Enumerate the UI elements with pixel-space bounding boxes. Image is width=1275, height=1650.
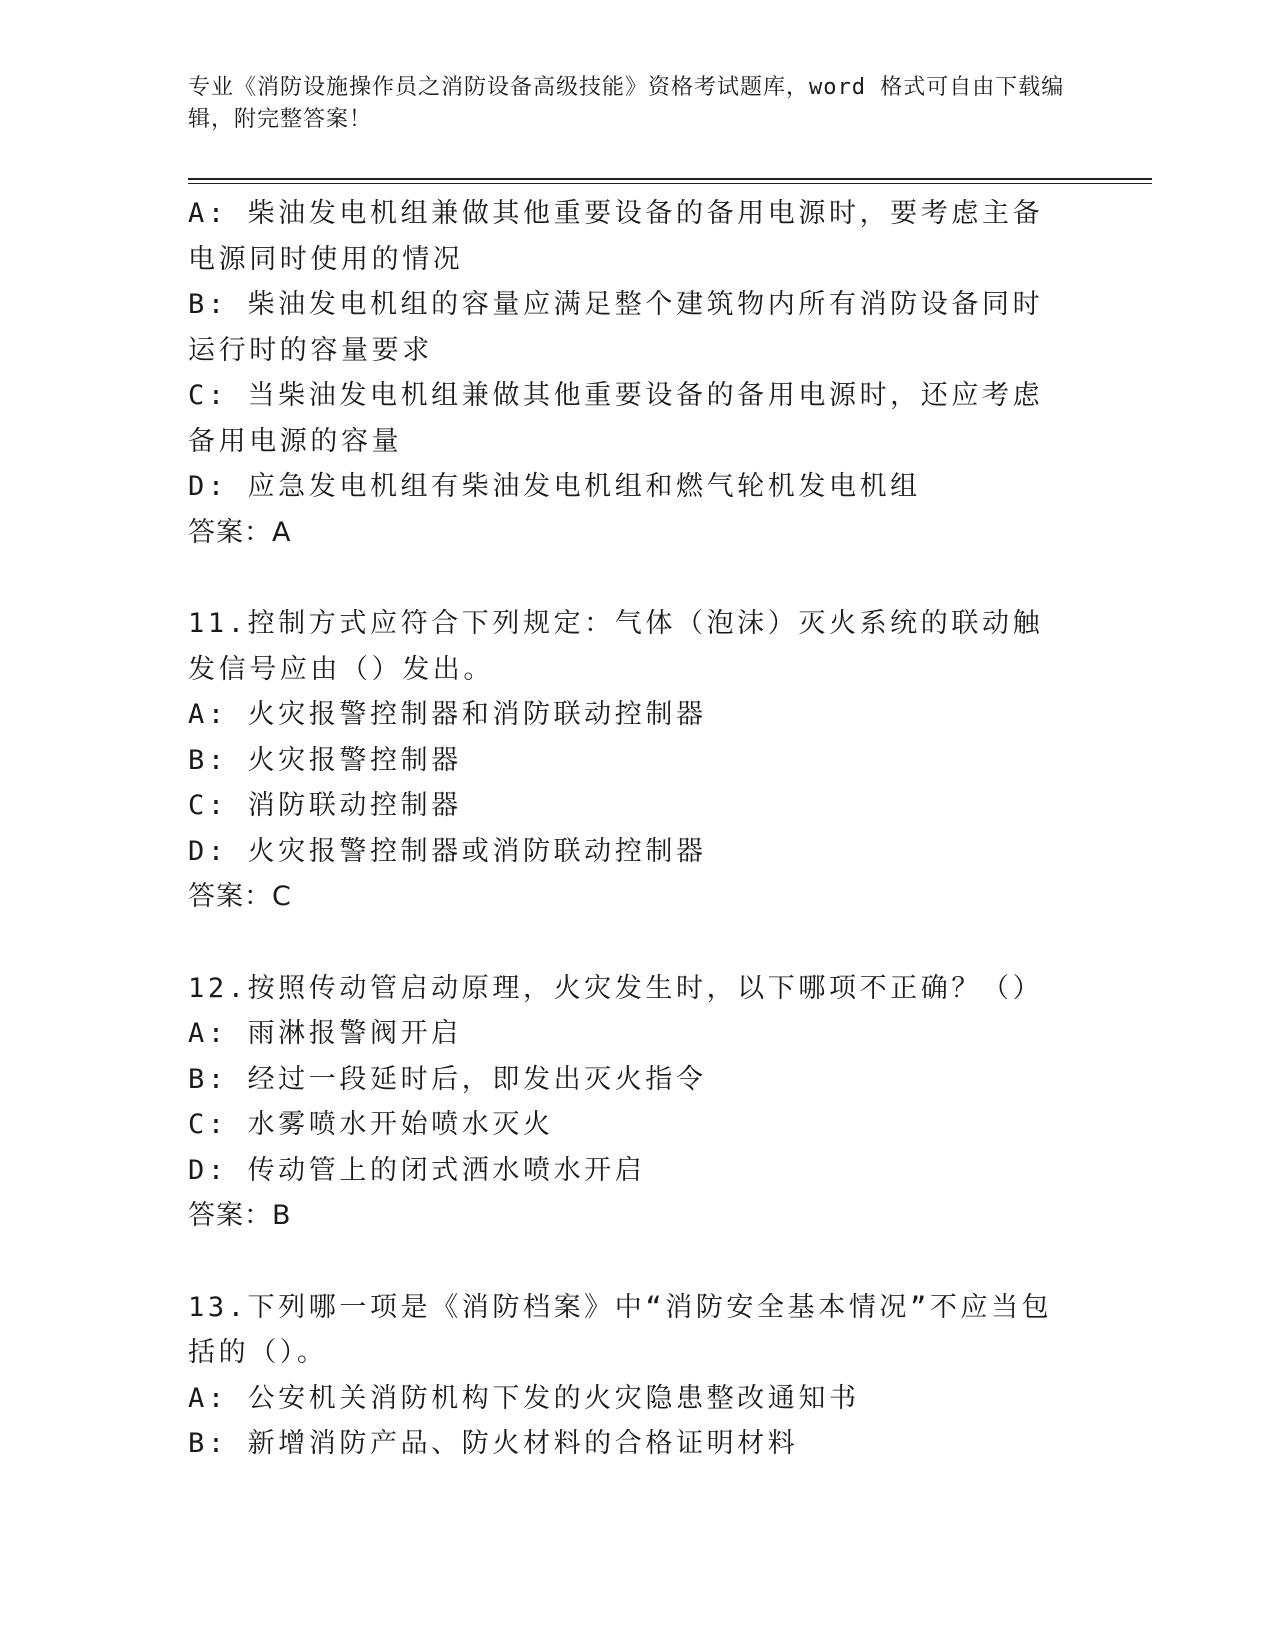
spacer bbox=[188, 555, 1068, 601]
option-b: B: 火灾报警控制器 bbox=[188, 744, 462, 776]
option-b: B: 新增消防产品、防火材料的合格证明材料 bbox=[188, 1428, 799, 1459]
option-c: C: 水雾喷水开始喷水灭火 bbox=[188, 1109, 554, 1140]
question-11 bbox=[188, 601, 1068, 920]
option-d: D: 火灾报警控制器或消防联动控制器 bbox=[188, 835, 707, 867]
question-list bbox=[188, 191, 1068, 1467]
spacer bbox=[188, 1239, 1068, 1285]
question-10 bbox=[188, 191, 1068, 555]
option-d: D: 传动管上的闭式洒水喷水开启 bbox=[188, 1154, 646, 1186]
option-a: A: 雨淋报警阀开启 bbox=[188, 1018, 462, 1049]
option-c: C: 当柴油发电机组兼做其他重要设备的备用电源时，还应考虑备用电源的容量 bbox=[188, 380, 1044, 457]
question-stem: 11.控制方式应符合下列规定：气体（泡沫）灭火系统的联动触发信号应由（）发出。 bbox=[188, 608, 1044, 685]
option-a: A: 火灾报警控制器和消防联动控制器 bbox=[188, 699, 707, 730]
header-divider-thick bbox=[188, 178, 1152, 180]
answer: 答案：B bbox=[188, 1200, 292, 1231]
option-b: B: 柴油发电机组的容量应满足整个建筑物内所有消防设备同时运行时的容量要求 bbox=[188, 289, 1044, 366]
option-a: A: 公安机关消防机构下发的火灾隐患整改通知书 bbox=[188, 1382, 860, 1414]
question-13 bbox=[188, 1285, 1068, 1467]
option-c: C: 消防联动控制器 bbox=[188, 790, 462, 821]
option-d: D: 应急发电机组有柴油发电机组和燃气轮机发电机组 bbox=[188, 471, 921, 502]
answer: 答案：A bbox=[188, 516, 292, 548]
question-12 bbox=[188, 966, 1068, 1239]
header-divider-thin bbox=[188, 183, 1152, 184]
question-stem: 13.下列哪一项是《消防档案》中“消防安全基本情况”不应当包括的（）。 bbox=[188, 1291, 1053, 1368]
question-stem: 12.按照传动管启动原理，火灾发生时，以下哪项不正确？（） bbox=[188, 972, 1044, 1004]
spacer bbox=[188, 920, 1068, 966]
document-header: 专业《消防设施操作员之消防设备高级技能》资格考试题库，word 格式可自由下载编辑，附完整答案！ bbox=[188, 75, 1065, 132]
answer: 答案：C bbox=[188, 881, 292, 912]
option-a: A: 柴油发电机组兼做其他重要设备的备用电源时，要考虑主备电源同时使用的情况 bbox=[188, 198, 1044, 275]
option-b: B: 经过一段延时后，即发出灭火指令 bbox=[188, 1063, 707, 1095]
